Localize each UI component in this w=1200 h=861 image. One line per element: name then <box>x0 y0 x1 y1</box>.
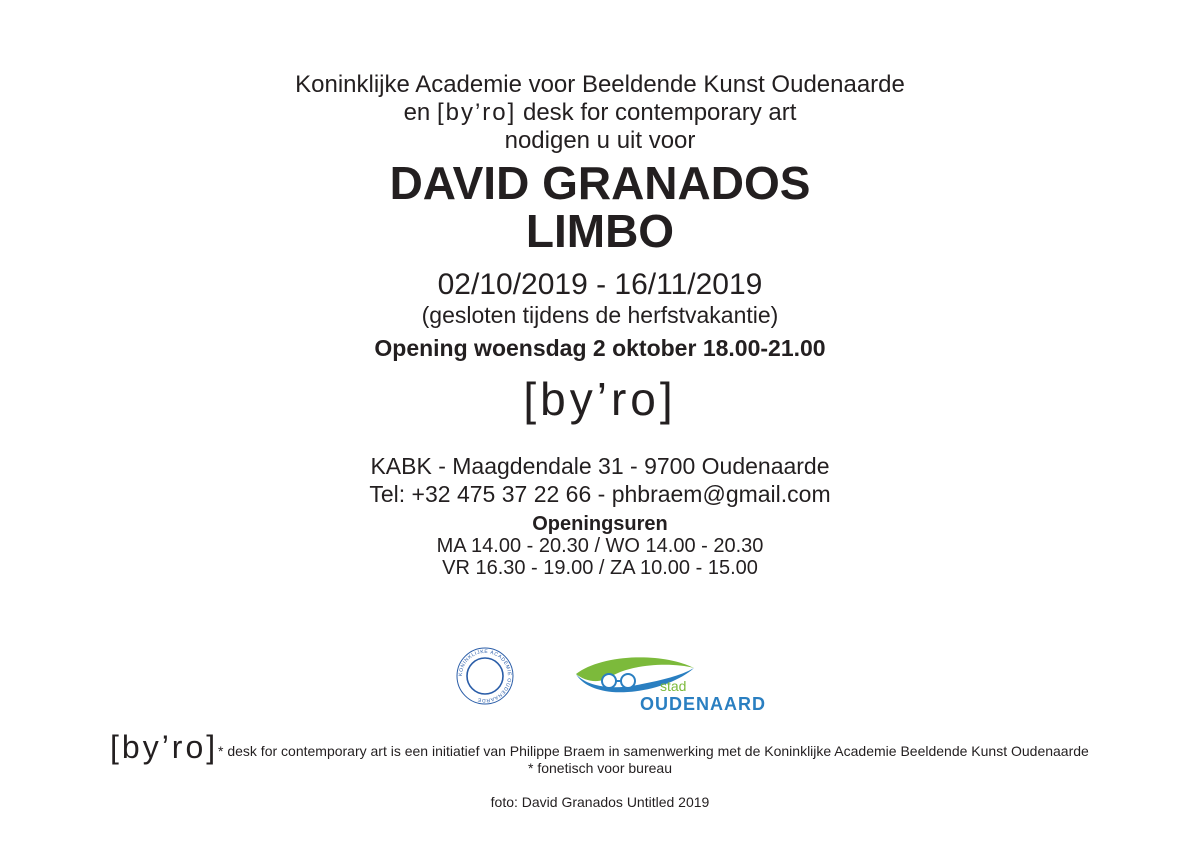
photo-credit: foto: David Granados Untitled 2019 <box>490 794 710 810</box>
stad-big-text: OUDENAARDE <box>640 694 766 712</box>
artist-name: DAVID GRANADOS <box>389 157 811 209</box>
exhibition-title: LIMBO <box>525 205 675 257</box>
academy-seal-logo <box>456 647 514 705</box>
venue-contact: Tel: +32 475 37 22 66 - phbraem@gmail.com <box>369 481 831 507</box>
stad-oudenaarde-emblem-icon <box>572 654 766 712</box>
stad-small-text: stad <box>660 678 687 694</box>
hours-title: Openingsuren <box>532 513 668 535</box>
seal-text: KONINKLIJKE ACADEMIE OUDENAARDE <box>457 648 513 704</box>
academy-seal-icon <box>456 647 514 705</box>
byro-logo: [by’ro] <box>523 373 677 425</box>
byro-footer-logo: [by’ro] <box>110 729 219 765</box>
closed-note: (gesloten tijdens de herfstvakantie) <box>421 302 779 328</box>
intro-line-1: Koninklijke Academie voor Beeldende Kunst Oudenaarde <box>295 71 905 98</box>
opening-info: Opening woensdag 2 oktober 18.00-21.00 <box>374 335 826 361</box>
svg-text:KONINKLIJKE ACADEMIE OUDENAARD <box>458 649 512 703</box>
stad-oudenaarde-logo <box>572 654 766 712</box>
exhibition-dates: 02/10/2019 - 16/11/2019 <box>437 268 763 301</box>
hours-line-1: MA 14.00 - 20.30 / WO 14.00 - 20.30 <box>436 535 764 557</box>
byro-inline-logo: [by’ro] <box>436 99 517 126</box>
venue-address: KABK - Maagdendale 31 - 9700 Oudenaarde <box>370 453 830 479</box>
intro-line-2-suffix: desk for contemporary art <box>522 99 797 126</box>
footer-note-1: * desk for contemporary art is een initiatief van Philippe Braem in samenwerking met de Koninklijke Academie Beeldende Kunst Oudenaarde <box>218 743 1089 759</box>
intro-line-2 <box>0 99 1200 127</box>
footer-note-2: * fonetisch voor bureau <box>528 760 672 776</box>
hours-line-2: VR 16.30 - 19.00 / ZA 10.00 - 15.00 <box>442 557 758 579</box>
intro-line-3: nodigen u uit voor <box>504 127 696 154</box>
intro-line-2-prefix: en <box>403 99 431 126</box>
